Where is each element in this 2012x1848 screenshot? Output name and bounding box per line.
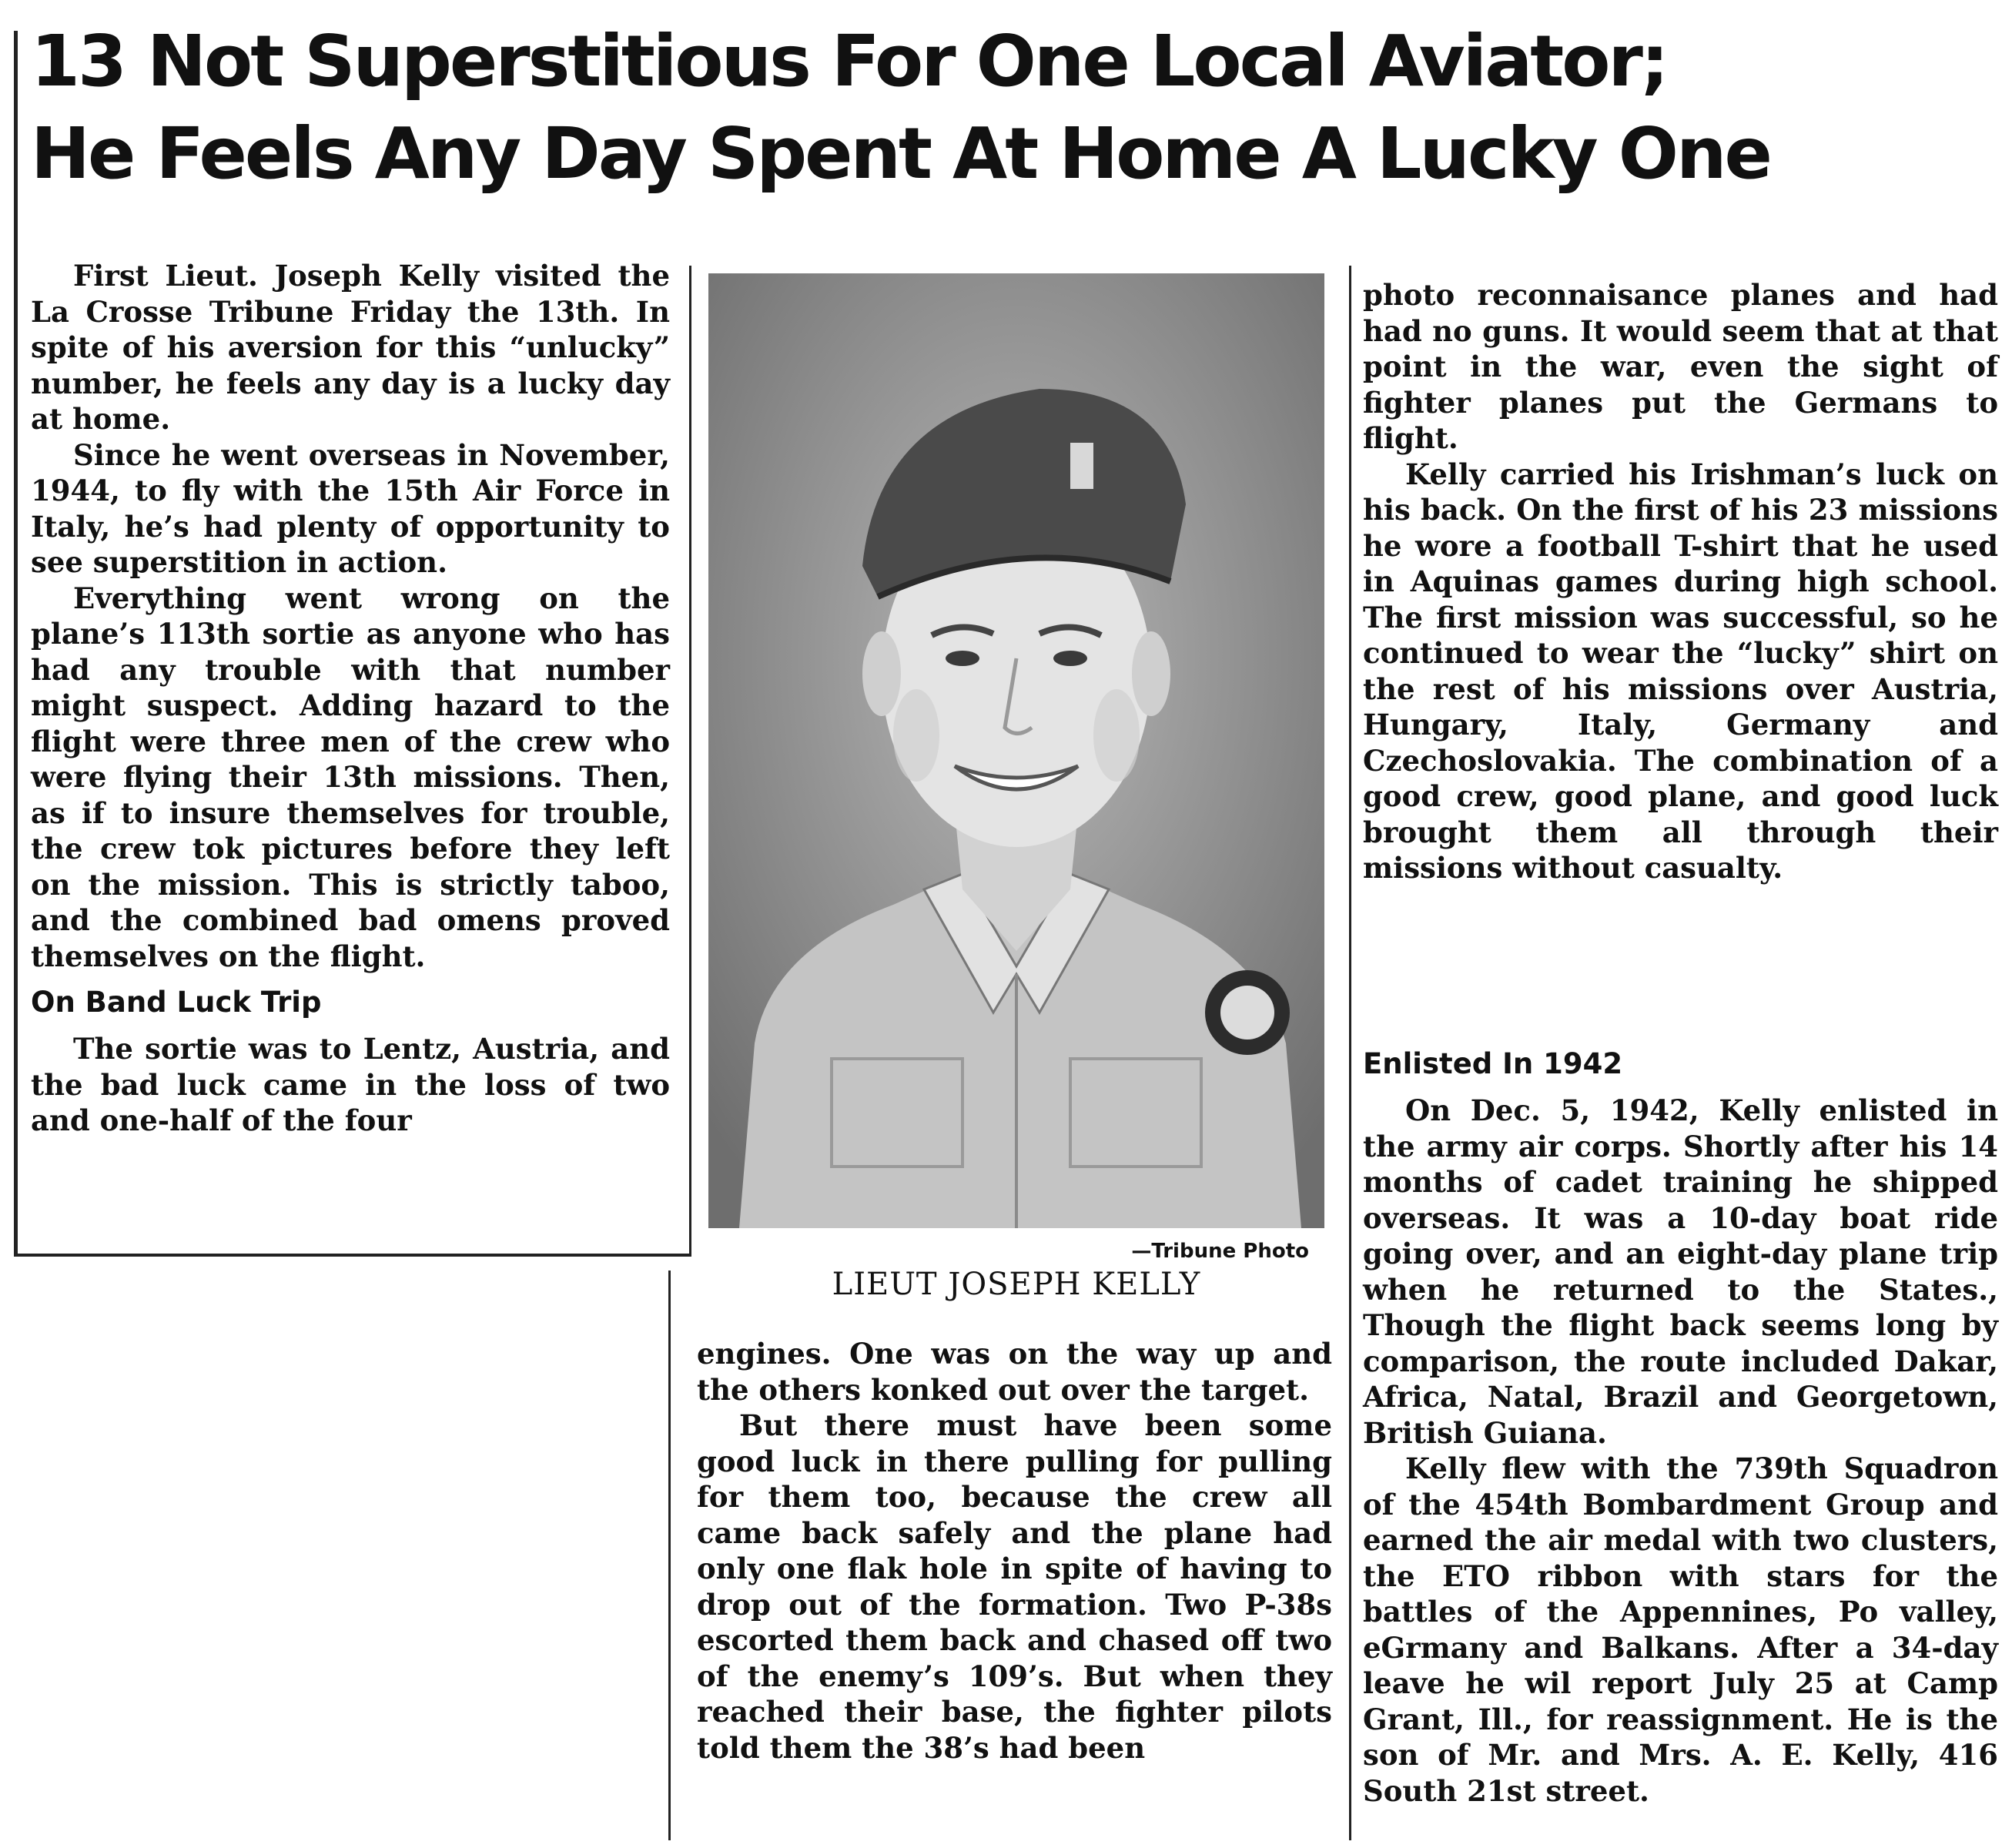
headline xyxy=(31,15,1987,200)
headline-line-2: He Feels Any Day Spent At Home A Lucky One xyxy=(31,112,1770,195)
column-rule-horizontal xyxy=(14,1254,691,1257)
photo-credit: —Tribune Photo xyxy=(1131,1240,1309,1263)
article-column-2 xyxy=(697,1336,1332,1766)
paragraph: On Dec. 5, 1942, Kelly enlisted in the army air corps. Shortly after his 14 months of cadet training he shipped overseas. It was a 10-day boat ride going over, and an eight-day plane trip when he returned to the States., Though the flight back seems long by comparison, the route included Dakar, Africa, Natal, Brazil and Georgetown, British Guiana. xyxy=(1363,1093,1998,1450)
paragraph: Since he went overseas in November, 1944, to fly with the 15th Air Force in Italy, he’s had plenty of opportunity to see superstition in action. xyxy=(31,437,670,579)
column-rule-mid-left xyxy=(689,266,691,1255)
column-rule-lower xyxy=(668,1270,671,1840)
subheading: On Band Luck Trip xyxy=(31,986,322,1019)
paragraph: First Lieut. Joseph Kelly visited the La Crosse Tribune Friday the 13th. In spite of his aversion for this “unlucky” number, he feels any day is a lucky day at home. xyxy=(31,259,670,436)
column-rule-right xyxy=(1349,266,1351,1840)
paragraph: Everything went wrong on the plane’s 113th sortie as anyone who has had any trouble with that number might suspect. Adding hazard to the flight were three men of the crew who were flying their 13th missions. Then, as if to insure themselves for trouble, the crew tok pictures before they left on the mission. This is strictly taboo, and the combined bad omens proved themselves on the flight. xyxy=(31,581,670,973)
headline-line-1: 13 Not Superstitious For One Local Aviator; xyxy=(31,20,1667,102)
soldier-portrait-image xyxy=(708,273,1324,1228)
article-column-1 xyxy=(31,258,670,1139)
paragraph: Kelly flew with the 739th Squadron of the 454th Bombardment Group and earned the air medal with two clusters, the ETO ribbon with stars for the battles of the Appennines, Po valley, eGrmany and Balkans. After a 34-day leave he wil report July 25 at Camp Grant, Ill., for reassignment. He is the son of Mr. and Mrs. A. E. Kelly, 416 South 21st street. xyxy=(1363,1451,1998,1808)
column-rule-top-left xyxy=(14,31,18,1255)
paragraph: Kelly carried his Irishman’s luck on his back. On the first of his 23 missions he wore a football T-shirt that he used in Aquinas games during high school. The first mission was successful, so he continued to wear the “lucky” shirt on the rest of his missions over Austria, Hungary, Italy, Germany and Czechoslovakia. The combination of a good crew, good plane, and good luck brought them all through their missions without casualty. xyxy=(1363,457,1998,885)
subheading: Enlisted In 1942 xyxy=(1363,1047,1623,1080)
paragraph: engines. One was on the way up and the others konked out over the target. xyxy=(697,1337,1332,1407)
article-column-3-bottom xyxy=(1363,1036,1998,1809)
paragraph: photo reconnaisance planes and had had no guns. It would seem that at that point in the war, even the sight of fighter planes put the Germans to flight. xyxy=(1363,278,1998,455)
portrait-photo xyxy=(708,273,1324,1228)
paragraph: But there must have been some good luck in there pulling for pulling for them too, because the crew all came back safely and the plane had only one flak hole in spite of having to drop out of the formation. Two P-38s escorted them back and chased off two of the enemy’s 109’s. But when they reached their base, the fighter pilots told them the 38’s had been xyxy=(697,1408,1332,1765)
paragraph: The sortie was to Lentz, Austria, and the bad luck came in the loss of two and one-half of the four xyxy=(31,1032,670,1137)
photo-caption: LIEUT JOSEPH KELLY xyxy=(832,1267,1201,1302)
article-column-3-top xyxy=(1363,277,1998,886)
